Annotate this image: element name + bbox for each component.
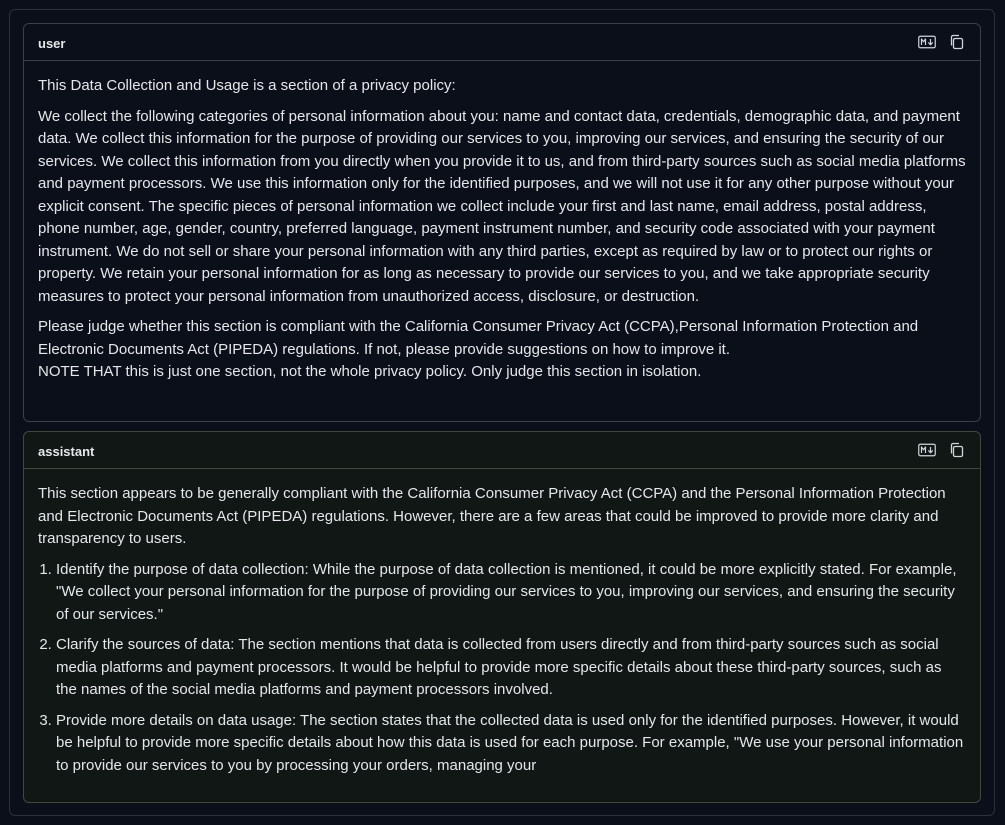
message-header bbox=[24, 432, 980, 469]
list-item: 1. Identify the purpose of data collection: While the purpose of data collection is mentioned, it could be more explicitly stated. For example, "We collect your personal information for the purpose of providing our services to you, improving our services, and ensuring the security of our services." bbox=[56, 559, 966, 627]
list-item: 3. Provide more details on data usage: The section states that the collected data is used only for the identified purposes. However, it would be helpful to provide more specific details about how this data is used for each purpose. For example, "We use your personal information to provide our services to you by processing your orders, managing your bbox=[56, 710, 966, 778]
assistant-message-card bbox=[23, 431, 981, 803]
message-paragraph: We collect the following categories of personal information about you: name and contact data, credentials, demographic data, and payment data. We collect this information for the purpose of providing our services to you, improving our services, and ensuring the security of our services. We collect this information from you directly when you provide it to us, and from third-party sources such as social media platforms and payment processors. We use this information only for the identified purposes, and we will not use it for any other purpose without your explicit consent. The specific pieces of personal information we collect include your first and last name, email address, postal address, phone number, age, gender, country, preferred language, payment instrument number, and security code associated with your payment instrument. We do not sell or share your personal information with any third parties, except as required by law or to protect our rights or property. We retain your personal information for as long as necessary to provide our services to you, and we take appropriate security measures to protect your personal information from unauthorized access, disclosure, or destruction. bbox=[38, 107, 966, 305]
message-actions bbox=[918, 442, 966, 458]
markdown-icon[interactable] bbox=[918, 34, 936, 50]
message-paragraph: Please judge whether this section is compliant with the California Consumer Privacy Act (CCPA),Personal Information Protection and Electronic Documents Act (PIPEDA) regulations. If not, please provide suggestions on how to improve it. NOTE THAT this is just one section, not the whole privacy policy. Only judge this section in isolation. bbox=[38, 318, 919, 380]
copy-icon[interactable] bbox=[948, 442, 966, 458]
user-message-card bbox=[23, 23, 981, 422]
message-actions bbox=[918, 34, 966, 50]
role-label: user bbox=[38, 36, 66, 51]
list-item: 2. Clarify the sources of data: The section mentions that data is collected from users directly and from third-party sources such as social media platforms and payment processors. It would be helpful to provide more specific details about these third-party sources, such as the names of the social media platforms and payment processors involved. bbox=[56, 634, 966, 702]
suggestion-list bbox=[38, 559, 966, 778]
message-header bbox=[24, 24, 980, 61]
message-paragraph: This Data Collection and Usage is a section of a privacy policy: bbox=[38, 77, 456, 94]
copy-icon[interactable] bbox=[948, 34, 966, 50]
role-label: assistant bbox=[38, 444, 95, 459]
message-body bbox=[24, 61, 980, 384]
message-body bbox=[24, 469, 980, 777]
message-paragraph: This section appears to be generally compliant with the California Consumer Privacy Act (CCPA) and the Personal Information Protection and Electronic Documents Act (PIPEDA) regulations. However, there are a few areas that could be improved to provide more clarity and transparency to users. bbox=[38, 485, 946, 547]
markdown-icon[interactable] bbox=[918, 442, 936, 458]
